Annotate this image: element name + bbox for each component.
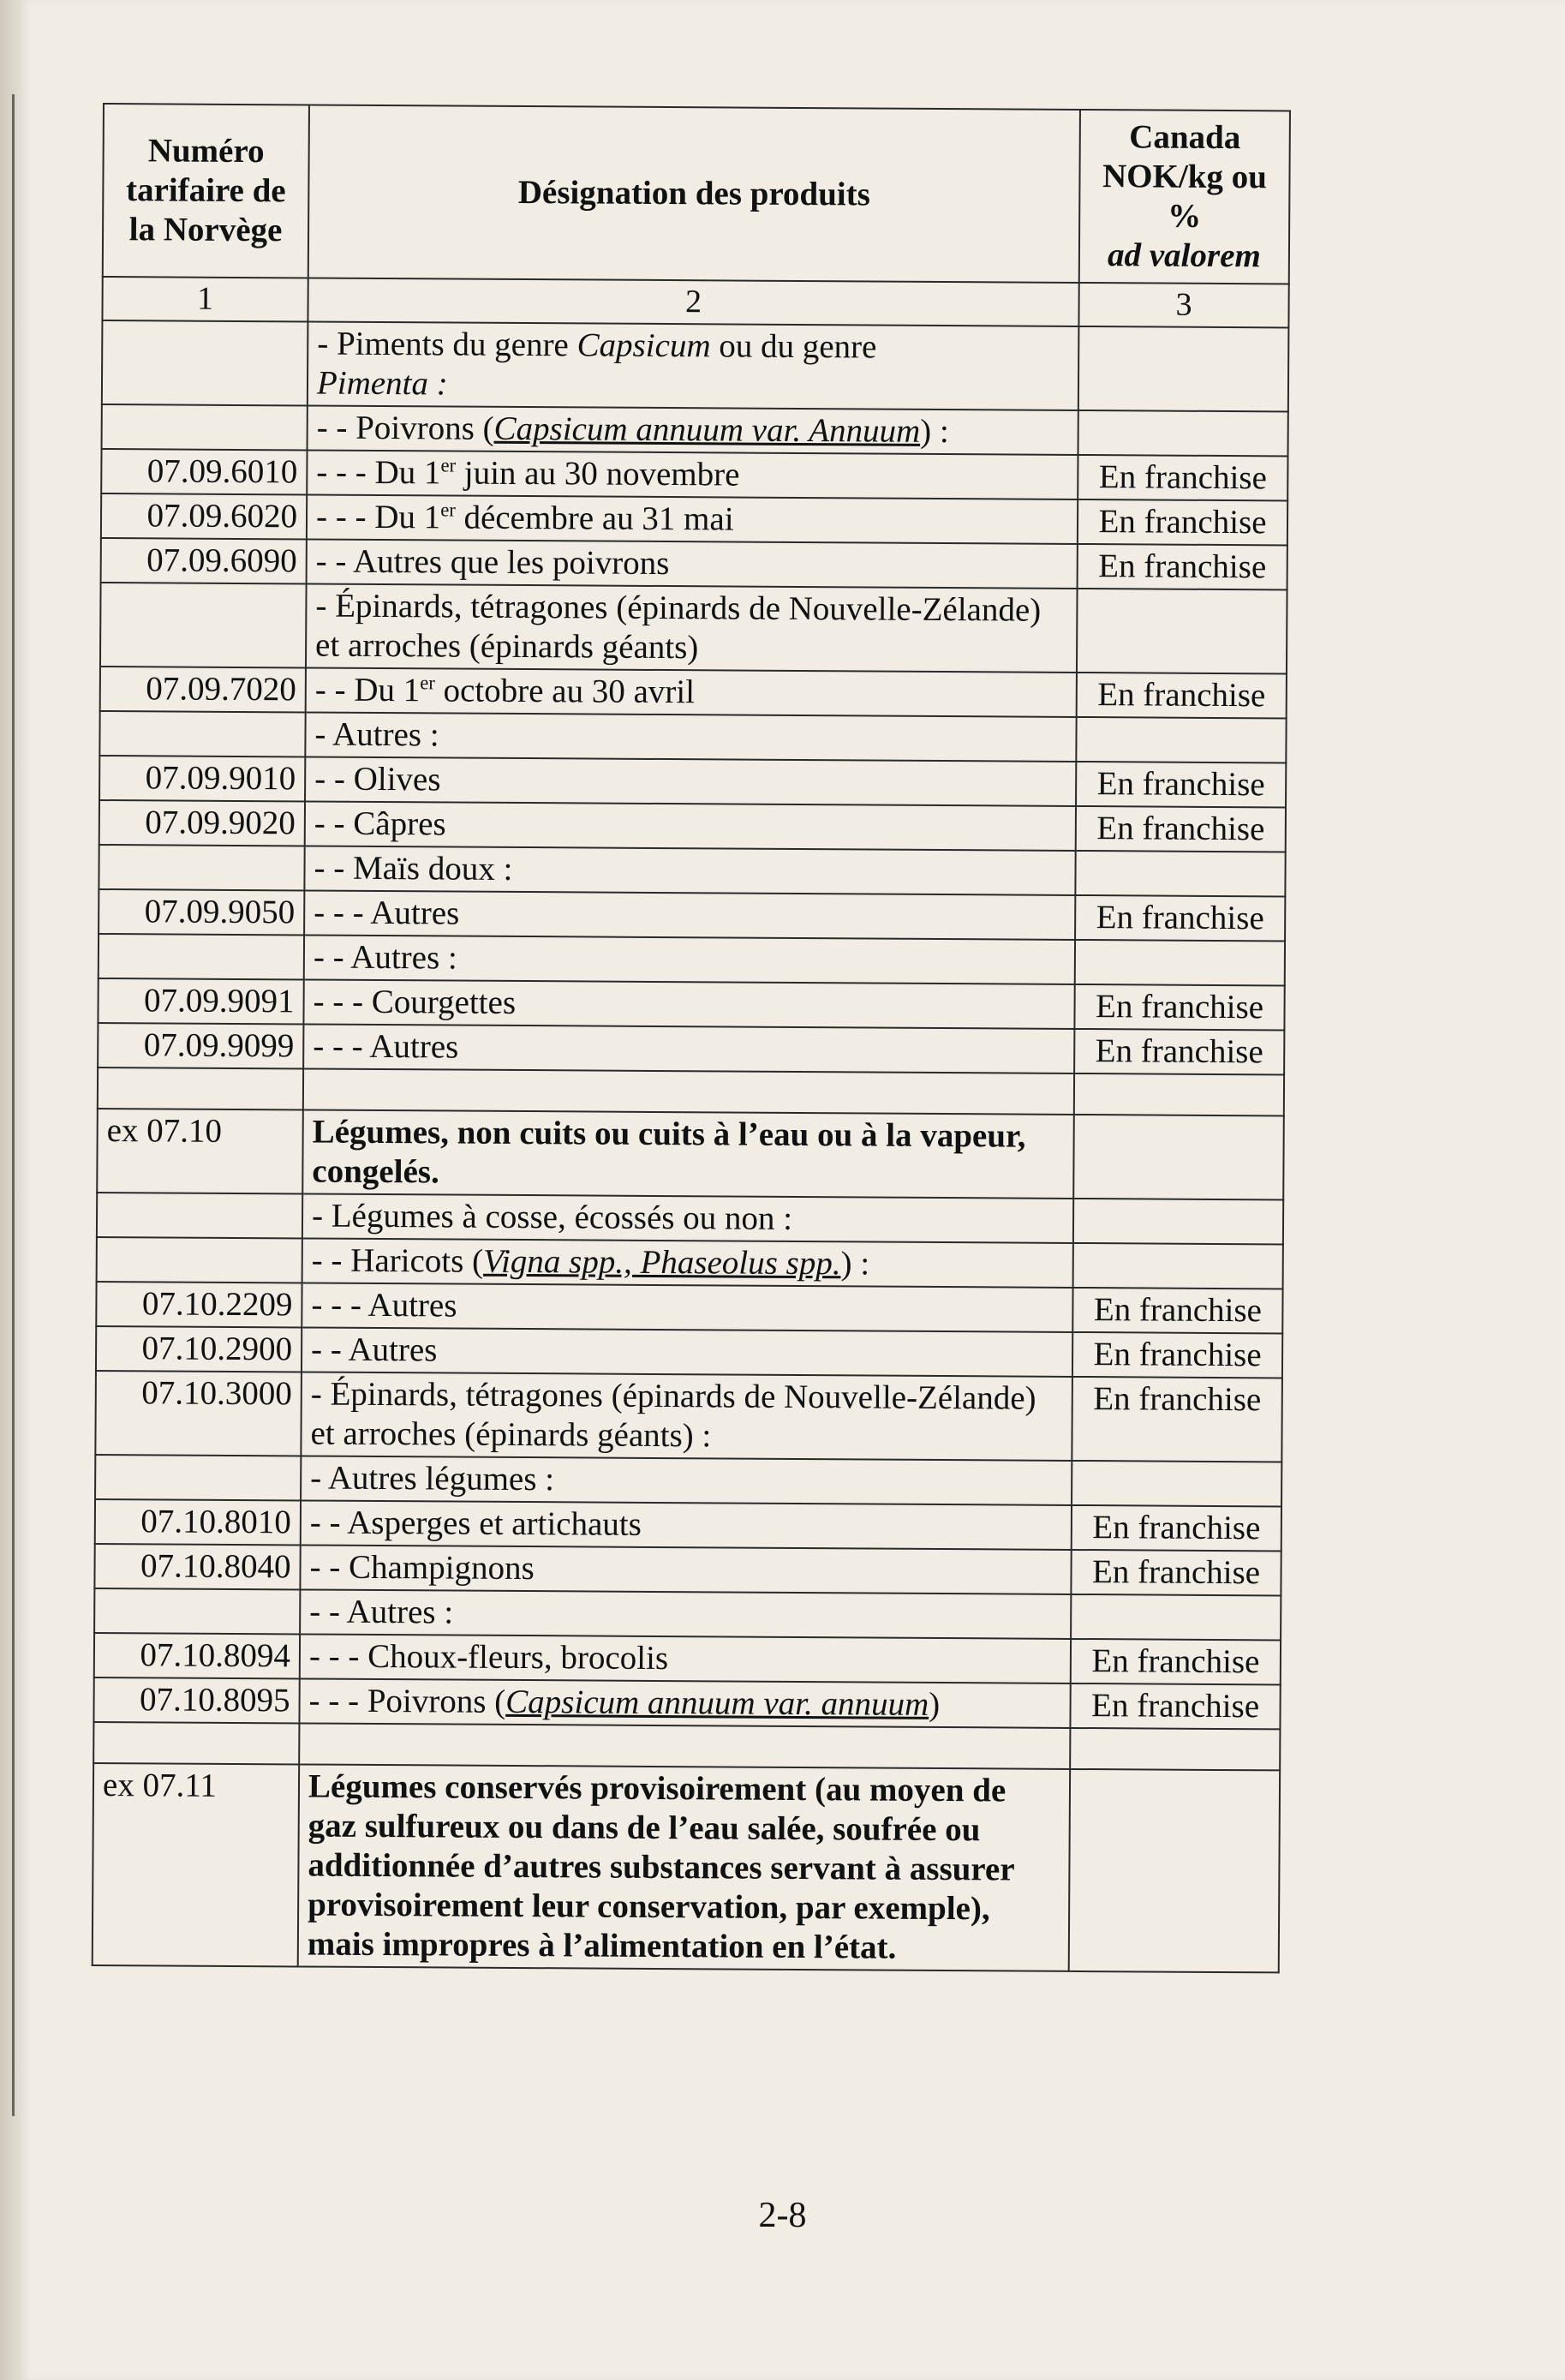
tariff-code: 07.09.7020 [100, 667, 306, 712]
desc-text: ou du genre [710, 327, 877, 366]
tariff-code: 07.09.9091 [98, 978, 303, 1024]
desc-text: ) : [920, 412, 949, 450]
rate-cell [1074, 1073, 1284, 1115]
table-row [93, 1722, 1280, 1770]
product-description: - - Champignons [300, 1546, 1071, 1595]
desc-superscript: er [420, 672, 435, 694]
tariff-code: 07.09.9050 [99, 889, 304, 935]
rate-cell [1072, 1461, 1281, 1507]
tariff-code [100, 583, 307, 667]
product-description [308, 405, 1078, 455]
rate-cell: En franchise [1077, 673, 1287, 719]
desc-text: - - - Poivrons ( [308, 1682, 506, 1721]
product-description: - Épinards, tétragones (épinards de Nouvelle-Zélande) et arroches (épinards géants) [306, 583, 1078, 673]
tariff-code [102, 320, 308, 405]
tariff-code: 07.09.6020 [101, 493, 307, 539]
rate-cell: En franchise [1074, 984, 1284, 1031]
product-description: - - - Choux-fleurs, brocolis [300, 1635, 1071, 1684]
rate-cell [1078, 326, 1289, 412]
product-description [299, 1679, 1070, 1729]
tariff-code [97, 1193, 302, 1238]
desc-text: - - Haricots ( [311, 1241, 484, 1280]
rate-cell: En franchise [1074, 1029, 1284, 1075]
table-header-row [103, 104, 1290, 284]
column-number: 1 [102, 277, 308, 321]
product-description: - - Maïs doux : [304, 846, 1075, 896]
tariff-code [102, 404, 308, 450]
rate-cell: En franchise [1072, 1332, 1282, 1378]
tariff-heading-code: ex 07.10 [97, 1109, 303, 1193]
tariff-heading-code: ex 07.11 [93, 1763, 299, 1967]
rate-cell: En franchise [1072, 1505, 1281, 1552]
table-row [99, 889, 1285, 941]
rate-cell: En franchise [1071, 1550, 1281, 1596]
rate-cell [1073, 1199, 1283, 1245]
desc-italic: Capsicum annuum var. annuum [505, 1683, 929, 1724]
rate-cell: En franchise [1076, 762, 1286, 808]
rate-cell [1075, 940, 1285, 986]
table-row [100, 583, 1287, 673]
table-row [97, 1193, 1283, 1244]
table-row [101, 538, 1287, 589]
tariff-code: 07.10.8095 [93, 1677, 299, 1723]
tariff-code: 07.10.2209 [96, 1282, 302, 1327]
product-description: - - - Courgettes [303, 980, 1074, 1030]
product-heading: Légumes, non cuits ou cuits à l’eau ou à la vapeur, congelés. [302, 1110, 1074, 1199]
rate-cell [1073, 1243, 1283, 1289]
table-row [101, 493, 1287, 545]
tariff-code: 07.09.6010 [101, 449, 307, 494]
product-description: - - Câpres [305, 802, 1076, 852]
product-description: - Légumes à cosse, écossés ou non : [302, 1194, 1073, 1244]
rate-cell: En franchise [1078, 544, 1287, 590]
product-description [306, 667, 1077, 717]
table-row [94, 1588, 1281, 1640]
header-canada-rate [1079, 110, 1290, 284]
column-number: 2 [308, 278, 1078, 326]
product-description: - - Autres : [304, 936, 1075, 985]
desc-text: octobre au 30 avril [434, 672, 696, 711]
book-spine [0, 0, 21, 2380]
product-description: - - Autres [302, 1328, 1072, 1378]
desc-italic: Capsicum annuum var. Annuum [493, 410, 921, 450]
table-row [100, 667, 1287, 718]
table-row [96, 1326, 1282, 1378]
rate-cell [1070, 1728, 1280, 1770]
rate-cell [1071, 1594, 1281, 1641]
table-row [96, 1282, 1282, 1333]
desc-italic: Vigna spp., Phaseolus spp. [482, 1242, 841, 1283]
rate-cell [1077, 589, 1287, 674]
desc-text: - - - Du 1 [315, 498, 441, 536]
tariff-code [95, 1455, 301, 1500]
product-description: - Autres : [305, 712, 1076, 762]
rate-cell: En franchise [1078, 455, 1287, 501]
desc-italic: Pimenta : [316, 364, 448, 403]
tariff-code: 07.09.9099 [98, 1023, 303, 1068]
product-description: - Épinards, tétragones (épinards de Nouvelle-Zélande) et arroches (épinards géants) : [301, 1372, 1072, 1462]
table-row [98, 1023, 1284, 1074]
product-description [302, 1239, 1073, 1289]
rate-cell [1075, 851, 1285, 897]
product-description: - - Autres : [300, 1590, 1071, 1640]
product-description: - - Autres que les poivrons [307, 539, 1078, 589]
desc-text: - - Du 1 [314, 671, 421, 709]
rate-cell: En franchise [1071, 1639, 1281, 1685]
rate-cell: En franchise [1078, 499, 1287, 546]
spine-edge-line [12, 94, 15, 2116]
product-description [307, 450, 1078, 499]
desc-text: décembre au 31 mai [455, 499, 734, 538]
table-row [98, 1067, 1284, 1115]
table-row [101, 449, 1287, 500]
product-description: - - - Autres [304, 891, 1075, 941]
page-number: 2-8 [758, 2196, 807, 2235]
tariff-code: 07.10.2900 [96, 1326, 302, 1372]
column-number: 3 [1078, 283, 1288, 327]
table-row [94, 1633, 1281, 1684]
product-description [303, 1069, 1074, 1115]
table-row [99, 845, 1285, 896]
tariff-code [97, 1237, 302, 1283]
rate-cell [1076, 717, 1286, 763]
desc-text: ) [929, 1686, 941, 1724]
table-row [93, 1763, 1280, 1973]
table-row [99, 756, 1286, 807]
desc-text: - - Poivrons ( [316, 409, 494, 447]
product-description [308, 321, 1079, 410]
table-row [94, 1544, 1281, 1595]
rate-cell [1069, 1769, 1280, 1973]
desc-text: - Piments du genre [317, 325, 577, 364]
table-row [98, 978, 1284, 1030]
header-product-designation: Désignation des produits [308, 105, 1080, 283]
product-description: - - - Autres [302, 1283, 1072, 1333]
table-row [102, 320, 1289, 411]
tariff-code: 07.10.8040 [94, 1544, 300, 1589]
table-row [99, 934, 1285, 985]
table-row [99, 711, 1286, 762]
rate-cell: En franchise [1076, 806, 1286, 852]
tariff-code [93, 1722, 299, 1764]
table-row [93, 1677, 1280, 1729]
rate-cell: En franchise [1072, 1288, 1282, 1334]
tariff-code [98, 1067, 303, 1109]
table-row [102, 404, 1288, 456]
header-canada-rate-sub: ad valorem [1107, 236, 1261, 275]
desc-text: juin au 30 novembre [455, 454, 740, 493]
tariff-code: 07.10.3000 [95, 1371, 302, 1456]
product-description [307, 494, 1078, 544]
product-description: - - Olives [305, 757, 1076, 807]
tariff-code: 07.09.9010 [99, 756, 305, 801]
table-row [95, 1371, 1282, 1462]
table-row [97, 1109, 1284, 1199]
tariff-code: 07.09.9020 [99, 800, 305, 846]
table-row [97, 1237, 1283, 1289]
desc-italic: Capsicum [576, 326, 711, 365]
product-heading: Légumes conservés provisoirement (au moyen de gaz sulfureux ou dans de l’eau salée, soufrée ou additionnée d’autres substances servant à assurer provisoirement leur conservation, par exemple), mais impropres à l’alimentation en l’état. [298, 1765, 1070, 1972]
tariff-code [94, 1588, 300, 1634]
tariff-code [99, 711, 305, 756]
product-description: - - - Autres [303, 1025, 1074, 1074]
table-row [99, 800, 1286, 852]
tariff-code: 07.10.8010 [95, 1499, 301, 1545]
table-row [95, 1455, 1281, 1506]
desc-superscript: er [440, 499, 456, 521]
column-number-row [102, 277, 1288, 327]
rate-cell [1078, 410, 1288, 457]
tariff-code [99, 934, 304, 979]
product-description: - - Asperges et artichauts [301, 1501, 1072, 1551]
rate-cell: En franchise [1075, 895, 1285, 942]
rate-cell: En franchise [1072, 1377, 1282, 1462]
tariff-code: 07.10.8094 [94, 1633, 300, 1678]
header-tariff-number: Numéro tarifaire de la Norvège [103, 104, 309, 278]
table-row [95, 1499, 1281, 1551]
desc-text: ) : [840, 1245, 870, 1283]
product-description [299, 1724, 1070, 1769]
tariff-code: 07.09.6090 [101, 538, 307, 583]
header-canada-rate-main: Canada NOK/kg ou % [1102, 118, 1268, 235]
tariff-table [92, 103, 1291, 1974]
rate-cell: En franchise [1070, 1683, 1280, 1730]
rate-cell [1073, 1115, 1284, 1200]
desc-superscript: er [440, 454, 457, 476]
tariff-code [99, 845, 304, 890]
product-description: - Autres légumes : [301, 1456, 1072, 1506]
desc-text: - - - Du 1 [316, 453, 441, 492]
